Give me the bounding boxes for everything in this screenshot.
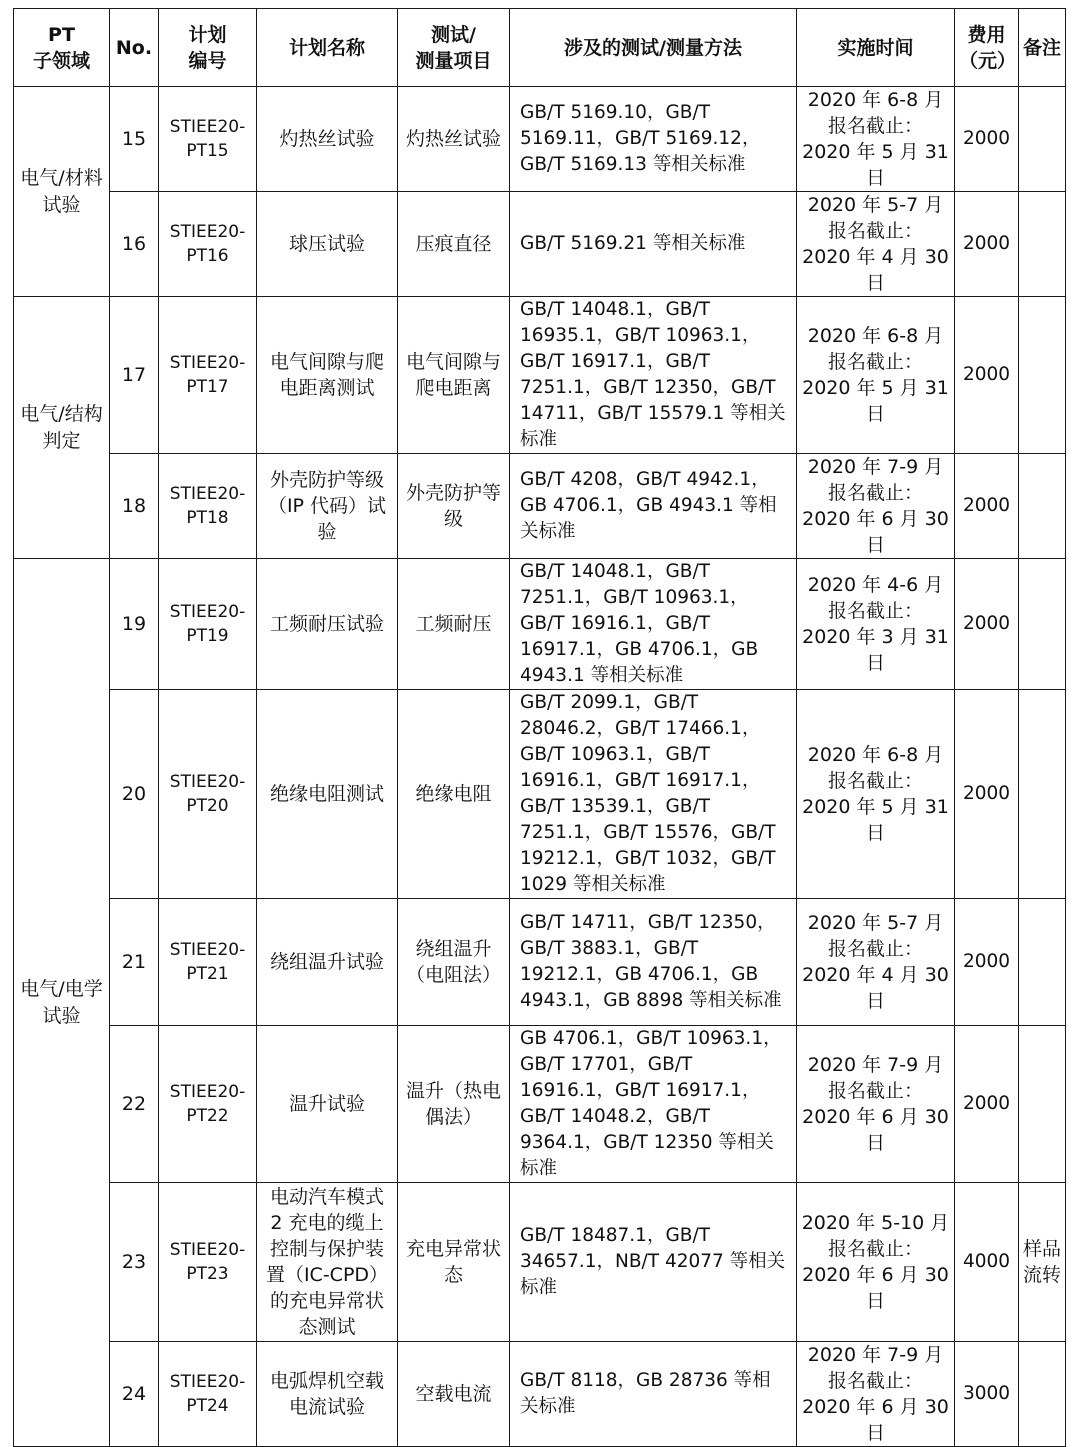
row-name: 电动汽车模式 2 充电的缆上控制与保护装置（IC-CPD）的充电异常状态测试	[257, 1183, 398, 1342]
row-name: 绝缘电阻测试	[257, 690, 398, 899]
row-time: 2020 年 7-9 月 报名截止： 2020 年 6 月 30 日	[797, 454, 955, 559]
table-row	[14, 690, 1066, 899]
row-time: 2020 年 5-7 月 报名截止： 2020 年 4 月 30 日	[797, 192, 955, 297]
header-remark: 备注	[1019, 9, 1066, 87]
table-row	[14, 297, 1066, 454]
table-row	[14, 899, 1066, 1026]
table-row	[14, 1026, 1066, 1183]
header-method: 涉及的测试/测量方法	[510, 9, 797, 87]
row-remark	[1019, 690, 1066, 899]
table-row	[14, 454, 1066, 559]
row-no: 22	[110, 1026, 159, 1183]
row-method: GB/T 4208，GB/T 4942.1，GB 4706.1，GB 4943.1 等相关标准	[510, 454, 797, 559]
row-name: 绕组温升试验	[257, 899, 398, 1026]
domain-cell-structure: 电气/结构 判定	[14, 297, 110, 559]
row-remark: 样品流转	[1019, 1183, 1066, 1342]
row-code: STIEE20- PT20	[159, 690, 257, 899]
row-no: 15	[110, 87, 159, 192]
row-item: 绝缘电阻	[398, 690, 510, 899]
row-item: 灼热丝试验	[398, 87, 510, 192]
row-item: 空载电流	[398, 1342, 510, 1447]
row-no: 23	[110, 1183, 159, 1342]
row-fee: 2000	[955, 87, 1019, 192]
row-item: 外壳防护等级	[398, 454, 510, 559]
row-item: 工频耐压	[398, 559, 510, 690]
row-code: STIEE20- PT19	[159, 559, 257, 690]
row-code: STIEE20- PT24	[159, 1342, 257, 1447]
row-no: 24	[110, 1342, 159, 1447]
row-fee: 2000	[955, 297, 1019, 454]
row-method: GB/T 18487.1，GB/T 34657.1，NB/T 42077 等相关标准	[510, 1183, 797, 1342]
row-fee: 4000	[955, 1183, 1019, 1342]
row-item: 温升（热电偶法）	[398, 1026, 510, 1183]
pt-plan-table-page	[13, 8, 1065, 1444]
row-no: 16	[110, 192, 159, 297]
table-row	[14, 87, 1066, 192]
row-time: 2020 年 4-6 月 报名截止： 2020 年 3 月 31 日	[797, 559, 955, 690]
row-item: 压痕直径	[398, 192, 510, 297]
header-time: 实施时间	[797, 9, 955, 87]
header-row	[14, 9, 1066, 87]
table-row	[14, 1183, 1066, 1342]
row-remark	[1019, 192, 1066, 297]
row-name: 工频耐压试验	[257, 559, 398, 690]
row-code: STIEE20- PT16	[159, 192, 257, 297]
table-row	[14, 192, 1066, 297]
row-method: GB/T 14048.1，GB/T 16935.1，GB/T 10963.1，GB/T 16917.1，GB/T 7251.1，GB/T 12350，GB/T 14711，GB/T 15579.1 等相关标准	[510, 297, 797, 454]
row-time: 2020 年 6-8 月 报名截止： 2020 年 5 月 31 日	[797, 297, 955, 454]
row-item: 电气间隙与爬电距离	[398, 297, 510, 454]
row-no: 21	[110, 899, 159, 1026]
row-method: GB/T 5169.10，GB/T 5169.11，GB/T 5169.12，GB/T 5169.13 等相关标准	[510, 87, 797, 192]
row-name: 外壳防护等级（IP 代码）试验	[257, 454, 398, 559]
row-remark	[1019, 899, 1066, 1026]
row-name: 球压试验	[257, 192, 398, 297]
row-no: 20	[110, 690, 159, 899]
row-time: 2020 年 5-7 月 报名截止： 2020 年 4 月 30 日	[797, 899, 955, 1026]
domain-cell-electrical: 电气/电学 试验	[14, 559, 110, 1447]
row-code: STIEE20- PT18	[159, 454, 257, 559]
table-row	[14, 1342, 1066, 1447]
row-time: 2020 年 6-8 月 报名截止： 2020 年 5 月 31 日	[797, 690, 955, 899]
header-domain: PT 子领域	[14, 9, 110, 87]
row-no: 18	[110, 454, 159, 559]
row-remark	[1019, 1342, 1066, 1447]
row-remark	[1019, 87, 1066, 192]
row-name: 灼热丝试验	[257, 87, 398, 192]
row-name: 电气间隙与爬电距离测试	[257, 297, 398, 454]
row-name: 温升试验	[257, 1026, 398, 1183]
row-code: STIEE20- PT21	[159, 899, 257, 1026]
row-item: 充电异常状态	[398, 1183, 510, 1342]
row-code: STIEE20- PT17	[159, 297, 257, 454]
header-fee: 费用 （元）	[955, 9, 1019, 87]
row-code: STIEE20- PT23	[159, 1183, 257, 1342]
row-no: 17	[110, 297, 159, 454]
row-method: GB/T 14711，GB/T 12350，GB/T 3883.1，GB/T 19212.1，GB 4706.1，GB 4943.1，GB 8898 等相关标准	[510, 899, 797, 1026]
table-row	[14, 559, 1066, 690]
row-code: STIEE20- PT22	[159, 1026, 257, 1183]
row-time: 2020 年 5-10 月 报名截止： 2020 年 6 月 30 日	[797, 1183, 955, 1342]
row-time: 2020 年 7-9 月 报名截止： 2020 年 6 月 30 日	[797, 1342, 955, 1447]
row-code: STIEE20- PT15	[159, 87, 257, 192]
header-name: 计划名称	[257, 9, 398, 87]
row-fee: 2000	[955, 1026, 1019, 1183]
row-name: 电弧焊机空载电流试验	[257, 1342, 398, 1447]
row-fee: 2000	[955, 454, 1019, 559]
row-item: 绕组温升 （电阻法）	[398, 899, 510, 1026]
header-item: 测试/ 测量项目	[398, 9, 510, 87]
header-no: No.	[110, 9, 159, 87]
pt-plan-table	[13, 8, 1066, 1447]
row-method: GB/T 5169.21 等相关标准	[510, 192, 797, 297]
row-fee: 2000	[955, 559, 1019, 690]
row-fee: 3000	[955, 1342, 1019, 1447]
header-code: 计划 编号	[159, 9, 257, 87]
row-remark	[1019, 454, 1066, 559]
row-method: GB/T 14048.1，GB/T 7251.1，GB/T 10963.1，GB/T 16916.1，GB/T 16917.1，GB 4706.1，GB 4943.1 等相关标准	[510, 559, 797, 690]
row-method: GB 4706.1，GB/T 10963.1，GB/T 17701，GB/T 16916.1，GB/T 16917.1，GB/T 14048.2，GB/T 9364.1，GB/T 12350 等相关标准	[510, 1026, 797, 1183]
row-fee: 2000	[955, 192, 1019, 297]
row-fee: 2000	[955, 899, 1019, 1026]
row-no: 19	[110, 559, 159, 690]
row-remark	[1019, 1026, 1066, 1183]
row-time: 2020 年 7-9 月 报名截止： 2020 年 6 月 30 日	[797, 1026, 955, 1183]
row-time: 2020 年 6-8 月 报名截止： 2020 年 5 月 31 日	[797, 87, 955, 192]
row-method: GB/T 2099.1，GB/T 28046.2，GB/T 17466.1，GB/T 10963.1，GB/T 16916.1，GB/T 16917.1，GB/T 13539.1，GB/T 7251.1，GB/T 15576，GB/T 19212.1，GB/T 1032，GB/T 1029 等相关标准	[510, 690, 797, 899]
row-remark	[1019, 559, 1066, 690]
domain-cell-material: 电气/材料 试验	[14, 87, 110, 297]
row-fee: 2000	[955, 690, 1019, 899]
row-method: GB/T 8118，GB 28736 等相关标准	[510, 1342, 797, 1447]
row-remark	[1019, 297, 1066, 454]
